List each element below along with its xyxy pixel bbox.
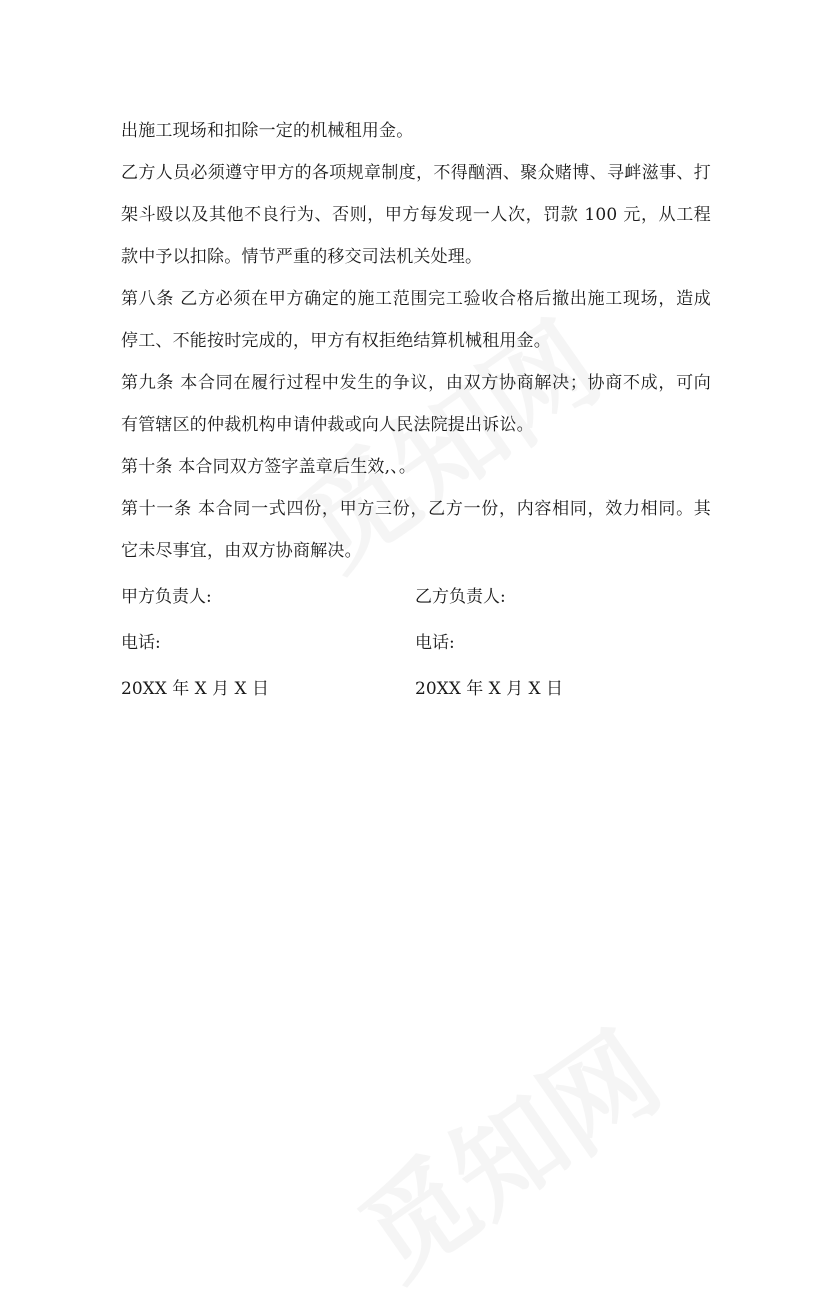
party-a-principal-label: 甲方负责人:	[121, 587, 212, 607]
paragraph-continuation: 出施工现场和扣除一定的机械租用金。	[121, 121, 414, 141]
paragraph-article-9: 第九条 本合同在履行过程中发生的争议，由双方协商解决；协商不成，可向有管辖区的仲裁机构申请仲裁或向人民法院提出诉讼。	[121, 373, 711, 435]
signature-row-phone	[121, 620, 711, 666]
document-body	[121, 110, 711, 712]
signature-row-date	[121, 666, 711, 712]
watermark	[325, 990, 686, 1308]
paragraph-article-11: 第十一条 本合同一式四份，甲方三份，乙方一份，内容相同，效力相同。其它未尽事宜，由双方协商解决。	[121, 499, 711, 561]
party-a-phone-label: 电话:	[121, 633, 161, 653]
party-b-phone-label: 电话:	[415, 633, 455, 653]
party-b-date: 20XX 年 X 月 X 日	[415, 679, 564, 699]
party-b-principal-label: 乙方负责人:	[415, 587, 506, 607]
signature-row-principal	[121, 574, 711, 620]
paragraph-article-10: 第十条 本合同双方签字盖章后生效,、。	[121, 457, 417, 477]
paragraph-conduct-rules: 乙方人员必须遵守甲方的各项规章制度，不得酗酒、聚众赌博、寻衅滋事、打架斗殴以及其他不良行为、否则，甲方每发现一人次，罚款 100 元，从工程款中予以扣除。情节严重的移交司法机关处理。	[121, 163, 711, 267]
party-a-date: 20XX 年 X 月 X 日	[121, 679, 270, 699]
paragraph-article-8: 第八条 乙方必须在甲方确定的施工范围完工验收合格后撤出施工现场，造成停工、不能按时完成的，甲方有权拒绝结算机械租用金。	[121, 289, 711, 351]
